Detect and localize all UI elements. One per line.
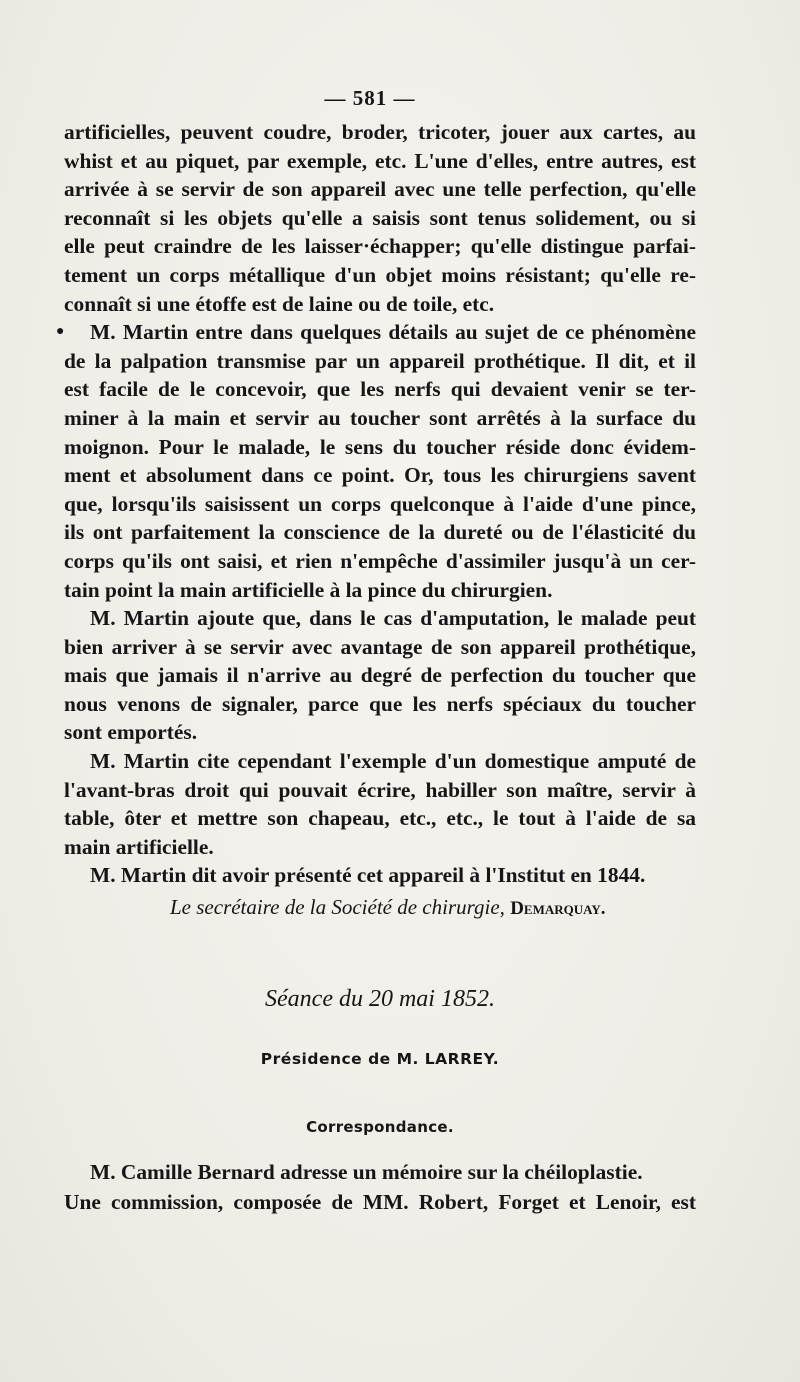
text-line: nous venons de signaler, parce que les nerfs spéciaux du toucher — [64, 691, 696, 716]
text-line: arrivée à se servir de son appareil avec une telle perfection, qu'elle — [64, 177, 696, 202]
text-line: de la palpation transmise par un appareil prothétique. Il dit, et il — [64, 348, 696, 373]
text-line: bien arriver à se servir avec avantage de son appareil prothétique, — [64, 634, 696, 659]
text-line: M. Martin entre dans quelques détails au sujet de ce phénomène — [90, 320, 696, 345]
main-text-block — [56, 118, 696, 890]
text-line: l'avant-bras droit qui pouvait écrire, habiller son maître, servir à — [64, 777, 696, 802]
text-line: M. Martin dit avoir présenté cet appareil à l'Institut en 1844. — [90, 863, 646, 888]
text-line: elle peut craindre de les laisser·échapper; qu'elle distingue parfai- — [64, 234, 696, 259]
signature-title: Le secrétaire de la Société de chirurgie, — [170, 895, 505, 919]
page-number: — 581 — — [324, 86, 416, 110]
text-line: M. Martin cite cependant l'exemple d'un domestique amputé de — [90, 749, 696, 774]
text-line: tement un corps métallique d'un objet moins résistant; qu'elle re- — [64, 262, 696, 287]
text-line: artificielles, peuvent coudre, broder, tricoter, jouer aux cartes, au — [64, 120, 696, 144]
text-line: table, ôter et mettre son chapeau, etc., etc., le tout à l'aide de sa — [64, 806, 696, 831]
section-heading: Correspondance. — [306, 1118, 454, 1136]
presidence-heading: Présidence de M. LARREY. — [260, 1050, 500, 1068]
text-line: reconnaît si les objets qu'elle a saisis sont tenus solidement, ou si — [64, 205, 696, 230]
text-line: M. Camille Bernard adresse un mémoire sur la chéiloplastie. — [90, 1160, 643, 1184]
text-line: est facile de le concevoir, que les nerfs qui devaient venir se ter- — [64, 377, 696, 402]
text-line: connaît si une étoffe est de laine ou de toile, etc. — [64, 291, 495, 316]
text-line: Une commission, composée de MM. Robert, Forget et Lenoir, est — [64, 1190, 696, 1214]
signature-name: Demarquay. — [510, 898, 606, 919]
text-line: ils ont parfaitement la conscience de la dureté ou de l'élasticité du — [64, 520, 696, 545]
session-heading: Séance du 20 mai 1852. — [265, 986, 495, 1012]
text-line: ment et absolument dans ce point. Or, tous les chirurgiens savent — [64, 463, 696, 488]
text-line: sont emportés. — [64, 720, 198, 745]
bullet-mark: ● — [56, 324, 65, 340]
text-line: corps qu'ils ont saisi, et rien n'empêche d'assimiler jusqu'à un cer- — [64, 548, 696, 573]
text-line: miner à la main et servir au toucher sont arrêtés à la surface du — [64, 405, 696, 430]
secondary-text-block — [64, 1157, 696, 1217]
signature-line — [170, 895, 605, 920]
text-line: tain point la main artificielle à la pince du chirurgien. — [64, 577, 553, 602]
text-line: moignon. Pour le malade, le sens du toucher réside donc évidem- — [64, 434, 696, 459]
text-line: mais que jamais il n'arrive au degré de perfection du toucher que — [64, 663, 696, 688]
text-line: whist et au piquet, par exemple, etc. L'une d'elles, entre autres, est — [64, 148, 696, 173]
text-line: main artificielle. — [64, 834, 214, 859]
text-line: que, lorsqu'ils saisissent un corps quelconque à l'aide d'une pince, — [64, 491, 696, 516]
text-line: M. Martin ajoute que, dans le cas d'amputation, le malade peut — [90, 606, 696, 631]
